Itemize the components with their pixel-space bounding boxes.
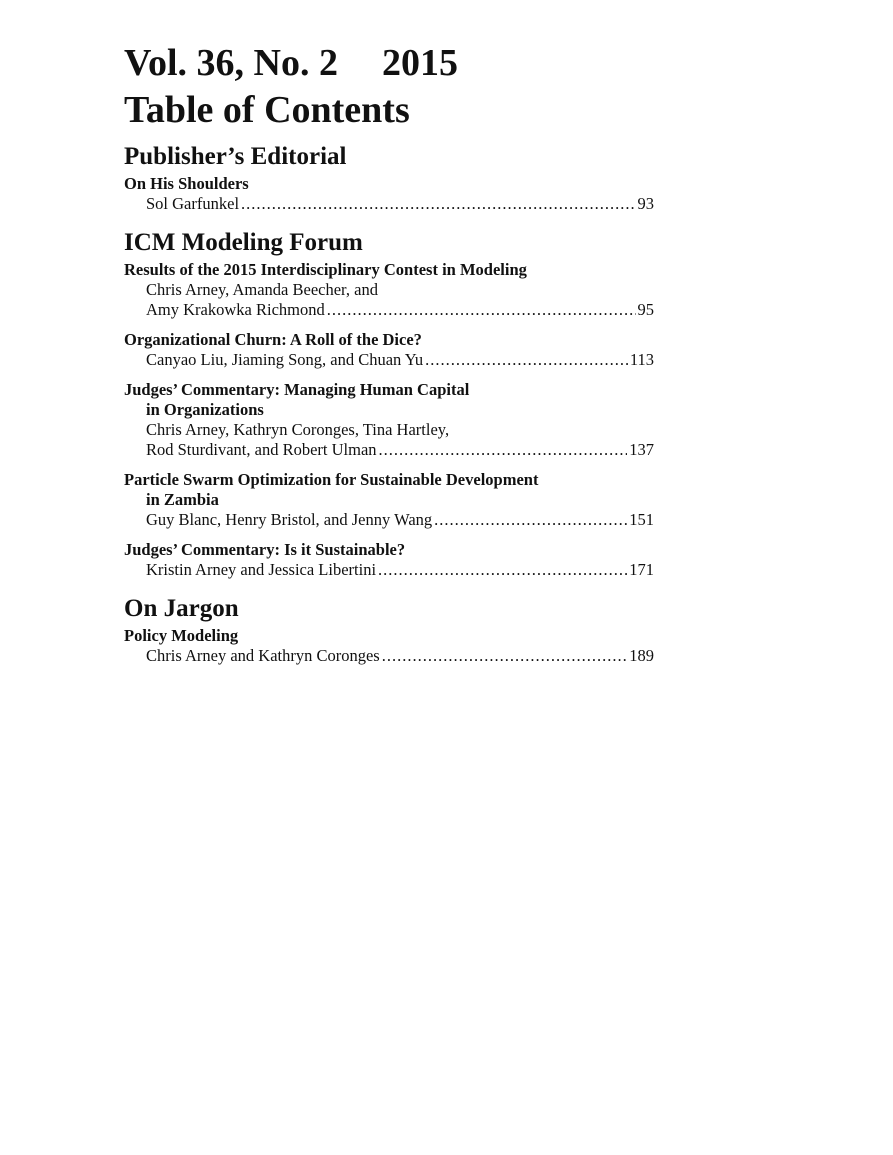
toc-entry[interactable] xyxy=(124,470,654,530)
dot-leader xyxy=(327,300,636,320)
article-title-text: Results of the 2015 Interdisciplinary Contest in Modeling xyxy=(124,260,527,279)
article-title-text: Judges’ Commentary: Is it Sustainable? xyxy=(124,540,406,559)
toc-section xyxy=(124,592,654,666)
article-authors: Rod Sturdivant, and Robert Ulman xyxy=(146,440,377,459)
section-title: ICM Modeling Forum xyxy=(124,229,363,256)
article-authors-line xyxy=(124,560,654,580)
page-number: 93 xyxy=(637,194,654,213)
article-authors: Chris Arney, Kathryn Coronges, Tina Hartley, xyxy=(146,420,450,439)
article-authors-line xyxy=(124,194,654,214)
article-title xyxy=(124,540,654,560)
page-number: 189 xyxy=(629,646,654,665)
article-authors-line xyxy=(124,510,654,530)
article-title xyxy=(124,174,654,194)
dot-leader xyxy=(378,560,627,580)
page-number: 137 xyxy=(629,440,654,459)
toc-entry[interactable] xyxy=(124,380,654,460)
article-authors-line xyxy=(124,440,654,460)
article-title xyxy=(124,380,654,420)
article-authors: Chris Arney and Kathryn Coronges xyxy=(146,646,380,665)
article-title-continuation: in Organizations xyxy=(146,400,264,419)
page-number: 151 xyxy=(629,510,654,529)
volume-header xyxy=(124,40,654,86)
toc-section xyxy=(124,140,654,214)
article-title xyxy=(124,260,654,280)
article-title xyxy=(124,470,654,510)
article-authors: Amy Krakowka Richmond xyxy=(146,300,325,319)
toc-entry[interactable] xyxy=(124,626,654,666)
toc-entry[interactable] xyxy=(124,330,654,370)
dot-leader xyxy=(379,440,628,460)
volume-number: Vol. 36, No. 2 xyxy=(124,42,338,84)
toc-entry[interactable] xyxy=(124,540,654,580)
article-authors: Kristin Arney and Jessica Libertini xyxy=(146,560,377,579)
toc-sections xyxy=(124,140,654,666)
section-title: Publisher’s Editorial xyxy=(124,143,347,170)
article-authors: Canyao Liu, Jiaming Song, and Chuan Yu xyxy=(146,350,424,369)
toc-entry[interactable] xyxy=(124,260,654,320)
volume-year: 2015 xyxy=(381,42,458,84)
article-title-continuation: in Zambia xyxy=(146,490,219,509)
toc-entry[interactable] xyxy=(124,174,654,214)
section-title: On Jargon xyxy=(124,595,239,622)
article-authors-line xyxy=(124,350,654,370)
page-number: 113 xyxy=(629,350,654,369)
article-authors: Sol Garfunkel xyxy=(146,194,240,213)
article-title-text: Particle Swarm Optimization for Sustainable Development xyxy=(124,470,539,489)
article-title xyxy=(124,626,654,646)
article-authors-line xyxy=(124,646,654,666)
article-authors: Chris Arney, Amanda Beecher, and xyxy=(146,280,378,299)
page-number: 171 xyxy=(629,560,654,579)
article-title xyxy=(124,330,654,350)
page-number: 95 xyxy=(637,300,654,319)
article-title-text: Organizational Churn: A Roll of the Dice? xyxy=(124,330,422,349)
article-title-text: Policy Modeling xyxy=(124,626,239,645)
dot-leader xyxy=(382,646,628,666)
article-title-text: Judges’ Commentary: Managing Human Capital xyxy=(124,380,470,399)
article-title-text: On His Shoulders xyxy=(124,174,249,193)
page-title: Table of Contents xyxy=(124,89,410,131)
article-authors-line xyxy=(124,300,654,320)
dot-leader xyxy=(434,510,627,530)
dot-leader xyxy=(241,194,635,214)
dot-leader xyxy=(425,350,628,370)
toc-page xyxy=(124,40,654,676)
toc-section xyxy=(124,226,654,580)
article-authors: Guy Blanc, Henry Bristol, and Jenny Wang xyxy=(146,510,433,529)
